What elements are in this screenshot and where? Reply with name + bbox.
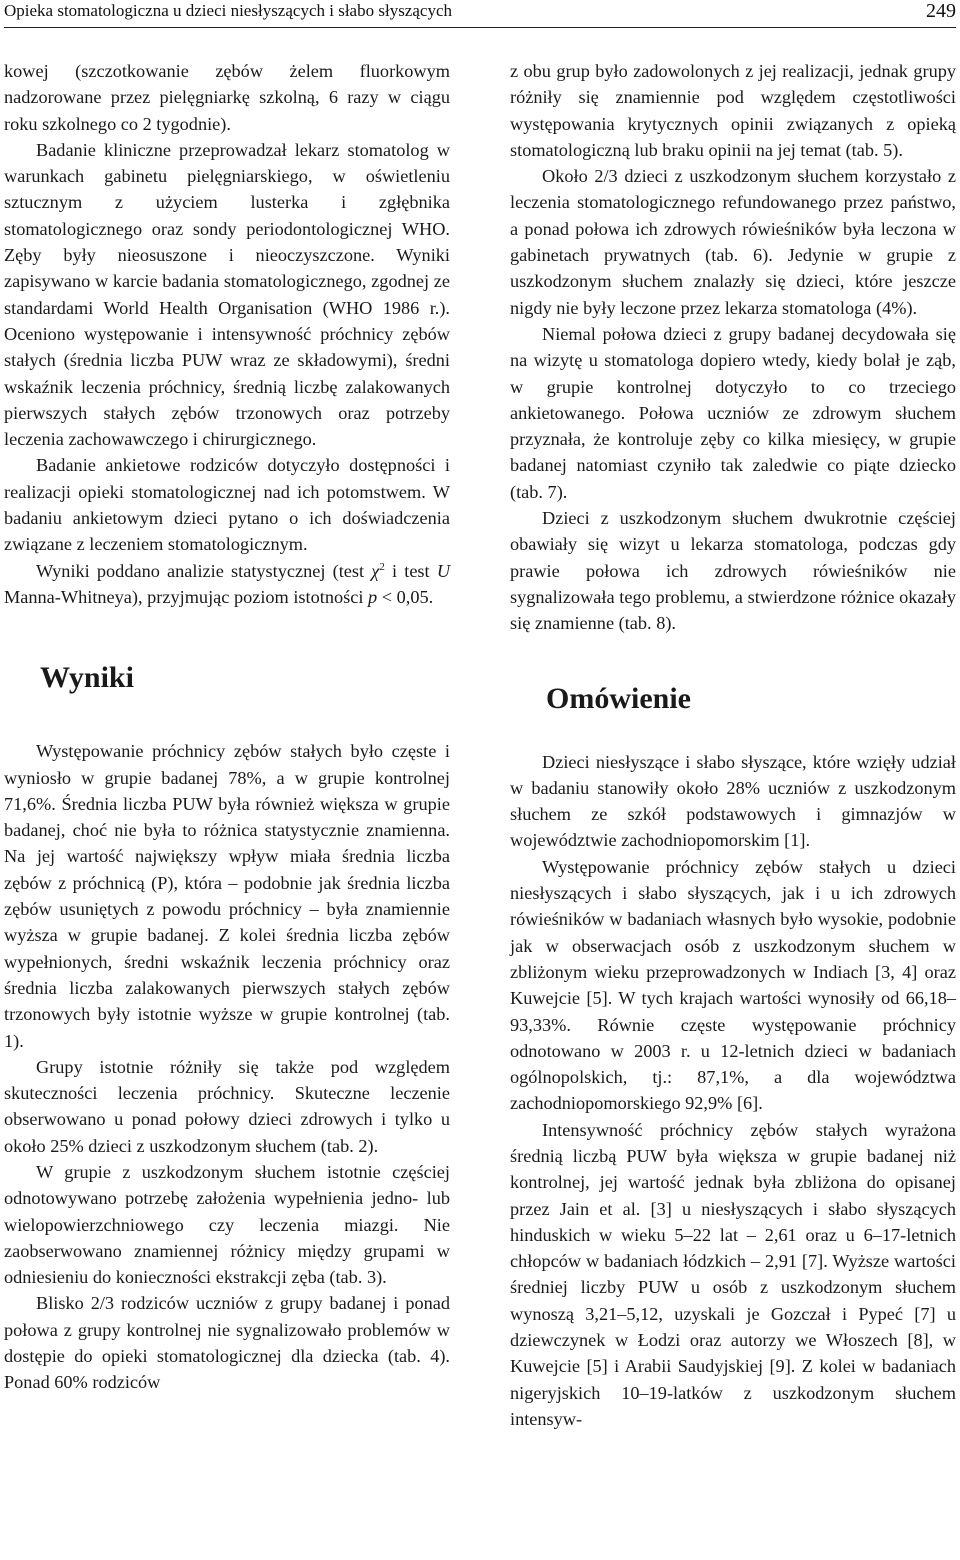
- paragraph: Badanie ankietowe rodziców dotyczyło dostępności i realizacji opieki stomatologicznej nad ich potomstwem. W badaniu ankietowym dzieci pytano o ich doświadczenia związane z leczeniem stomatologicznym.: [4, 455, 450, 555]
- running-title: Opieka stomatologiczna u dzieci niesłyszących i słabo słyszących: [4, 1, 452, 20]
- left-column: [4, 58, 450, 1396]
- paragraph: Dzieci z uszkodzonym słuchem dwukrotnie częściej obawiały się wizyt u lekarza stomatologa, podczas gdy prawie połowa ich zdrowych rówieśników nie sygnalizowała tego problemu, a stwierdzone różnice okazały się znamienne (tab. 8).: [510, 508, 956, 634]
- page-number: 249: [926, 0, 956, 22]
- section-heading-results: Wyniki: [40, 661, 134, 695]
- header-rule: [4, 27, 956, 28]
- paragraph: Dzieci niesłyszące i słabo słyszące, które wzięły udział w badaniu stanowiły około 28% uczniów z uszkodzonym słuchem ze szkół podstawowych i gimnazjów w województwie zachodniopomorskim [1].: [510, 751, 956, 851]
- p-symbol: p: [368, 586, 378, 607]
- paragraph: Niemal połowa dzieci z grupy badanej decydowała się na wizytę u stomatologa dopiero wtedy, kiedy bolał je ząb, w grupie kontrolnej dotyczyło to co trzeciego ankietowanego. Połowa uczniów ze zdrowym słuchem przyznała, że kontroluje zęby co kilka miesięcy, w grupie badanej natomiast czyniło tak zaledwie co piąte dziecko (tab. 7).: [510, 323, 956, 502]
- paragraph: kowej (szczotkowanie zębów żelem fluorkowym nadzorowane przez pielęgniarkę szkolną, 6 razy w ciągu roku szkolnego co 2 tygodnie).: [4, 61, 450, 134]
- text-run: i test: [384, 560, 437, 581]
- paragraph: Badanie kliniczne przeprowadzał lekarz stomatolog w warunkach gabinetu pielęgniarskiego, w oświetleniu sztucznym z użyciem lusterka i zgłębnika stomatologicznego oraz sondy periodontologicznej WHO. Zęby były nieosuszone i nieoczyszczone. Wyniki zapisywano w karcie badania stomatologicznego, zgodnej ze standardami World Health Organisation (WHO 1986 r.). Oceniono występowanie i intensywność próchnicy zębów stałych (średnia liczba PUW wraz ze składowymi), średni wskaźnik leczenia próchnicy, średnią liczbę zalakowanych pierwszych stałych zębów trzonowych oraz potrzeby leczenia zachowawczego i chirurgicznego.: [4, 139, 450, 450]
- paragraph: Występowanie próchnicy zębów stałych u dzieci niesłyszących i słabo słyszących, jak i u ich zdrowych rówieśników w badaniach własnych było wysokie, podobnie jak w obserwacjach osób z uszkodzonym słuchem w zbliżonym wieku przeprowadzonych w Indiach [3, 4] oraz Kuwejcie [5]. W tych krajach wartości wynosiły od 66,18–93,33%. Równie częste występowanie próchnicy odnotowano w 2003 r. u 12-letnich dzieci w badaniach ogólnopolskich, tj.: 87,1%, a dla województwa zachodniopomorskiego 92,9% [6].: [510, 856, 956, 1114]
- text-run: < 0,05.: [377, 586, 434, 607]
- running-header: [4, 0, 956, 30]
- paragraph: Blisko 2/3 rodziców uczniów z grupy badanej i ponad połowa z grupy kontrolnej nie sygnalizowało problemów w dostępie do opieki stomatologicznej dla dziecka (tab. 4). Ponad 60% rodziców: [4, 1293, 450, 1393]
- u-symbol: U: [436, 560, 451, 581]
- paragraph: Intensywność próchnicy zębów stałych wyrażona średnią liczbą PUW była większa w grupie badanej niż kontrolnej, jej wartość jednak była zbliżona do opisanej przez Jain et al. [3] u niesłyszących i słabo słyszących hinduskich w wieku 5–22 lat – 2,61 oraz u 6–17-letnich chłopców w badaniach łódzkich – 2,91 [7]. Wyższe wartości średniej liczby PUW u osób z uszkodzonym słuchem wynoszą 3,21–5,12, uzyskali je Gozczał i Pypeć [7] u dziewczynek w Łodzi oraz autorzy we Włoszech [8], w Kuwejcie [5] i Arabii Saudyjskiej [9]. Z kolei w badaniach nigeryjskich 10–19-latków z uszkodzonym słuchem intensyw-: [510, 1119, 956, 1429]
- text-run: Wyniki poddano analizie statystycznej (test: [36, 560, 372, 581]
- chi-symbol: χ: [371, 560, 380, 581]
- paragraph-statistics: [4, 558, 450, 611]
- section-heading-discussion: Omówienie: [546, 681, 691, 715]
- paragraph: z obu grup było zadowolonych z jej realizacji, jednak grupy różniły się znamiennie pod względem częstotliwości występowania krytycznych opinii związanych z opieką stomatologiczną lub braku opinii na jej temat (tab. 5).: [510, 61, 956, 160]
- paragraph: Grupy istotnie różniły się także pod względem skuteczności leczenia próchnicy. Skuteczne leczenie obserwowano u ponad połowy dzieci zdrowych i tylko u około 25% dzieci z uszkodzonym słuchem (tab. 2).: [4, 1056, 450, 1156]
- paragraph: Występowanie próchnicy zębów stałych było częste i wyniosło w grupie badanej 78%, a w grupie kontrolnej 71,6%. Średnia liczba PUW była również większa w grupie badanej, choć nie była to różnica statystycznie znamienna. Na jej wartość największy wpływ miała średnia liczba zębów z próchnicą (P), która – podobnie jak średnia liczba zębów usuniętych z powodu próchnicy – była znamiennie wyższa w grupie badanej. Z kolei średnia liczba zębów wypełnionych, średni wskaźnik leczenia próchnicy oraz średnia liczba zalakowanych pierwszych stałych zębów trzonowych były istotnie wyższe w grupie kontrolnej (tab. 1).: [4, 741, 450, 1051]
- paragraph: Około 2/3 dzieci z uszkodzonym słuchem korzystało z leczenia stomatologicznego refundowanego przez państwo, a ponad połowa ich zdrowych rówieśników była leczona w gabinetach prywatnych (tab. 6). Jedynie w grupie z uszkodzonym słuchem znalazły się dzieci, które jeszcze nigdy nie były leczone przez lekarza stomatologa (4%).: [510, 166, 956, 318]
- text-run: Manna-Whitneya), przyjmując poziom istotności: [4, 586, 369, 607]
- paragraph: W grupie z uszkodzonym słuchem istotnie częściej odnotowywano potrzebę założenia wypełnienia jedno- lub wielopowierzchniowego czy leczenia miazgi. Nie zaobserwowano znamiennej różnicy między grupami w odniesieniu do konieczności ekstrakcji zęba (tab. 3).: [4, 1161, 450, 1288]
- superscript: 2: [379, 560, 385, 573]
- right-column: [510, 58, 956, 1432]
